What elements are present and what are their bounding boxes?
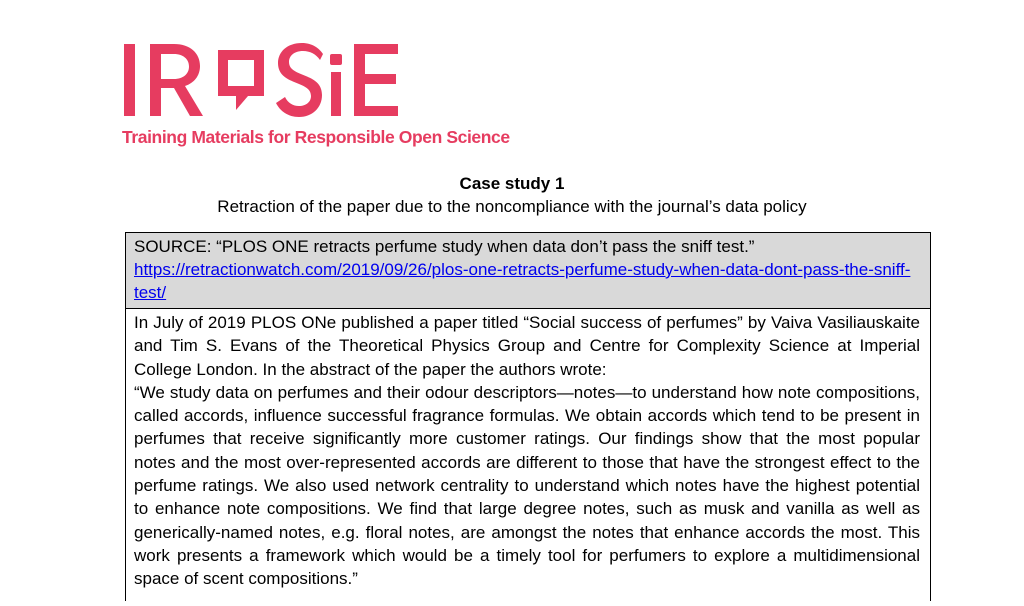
- case-study-title: Case study 1: [459, 174, 565, 193]
- case-body-cell: [126, 309, 930, 601]
- case-study-table: [125, 232, 931, 601]
- tagline: Training Materials for Responsible Open Science: [122, 127, 510, 147]
- abstract-quote: “We study data on perfumes and their odour descriptors—notes—to understand how note compositions, called accords, influence successful fragrance formulas. We obtain accords which tend to be present in perfumes that receive significantly more customer ratings. Our findings show that the most popular notes and the most over-represented accords are different to those that have the strongest effect to the perfume ratings. We also used network centrality to understand which notes have the highest potential to enhance note compositions. We find that large degree notes, such as musk and vanilla as well as generically-named notes, e.g. floral notes, are amongst the notes that enhance accords the most. This work presents a framework which would be a timely tool for perfumers to explore a multidimensional space of scent compositions.”: [134, 382, 920, 589]
- irosie-logo: [122, 40, 404, 120]
- source-label: SOURCE: “PLOS ONE retracts perfume study when data don’t pass the sniff test.”: [134, 237, 755, 256]
- source-cell: [126, 233, 930, 309]
- case-study-subtitle: Retraction of the paper due to the noncompliance with the journal’s data policy: [217, 197, 807, 216]
- source-link[interactable]: https://retractionwatch.com/2019/09/26/plos-one-retracts-perfume-study-when-data-dont-pass-the-sniff-test/: [134, 260, 911, 302]
- intro-paragraph: In July of 2019 PLOS ONe published a paper titled “Social success of perfumes” by Vaiva Vasiliauskaite and Tim S. Evans of the Theoretical Physics Group and Centre for Complexity Science at Imperial College London. In the abstract of the paper the authors wrote:: [134, 313, 920, 379]
